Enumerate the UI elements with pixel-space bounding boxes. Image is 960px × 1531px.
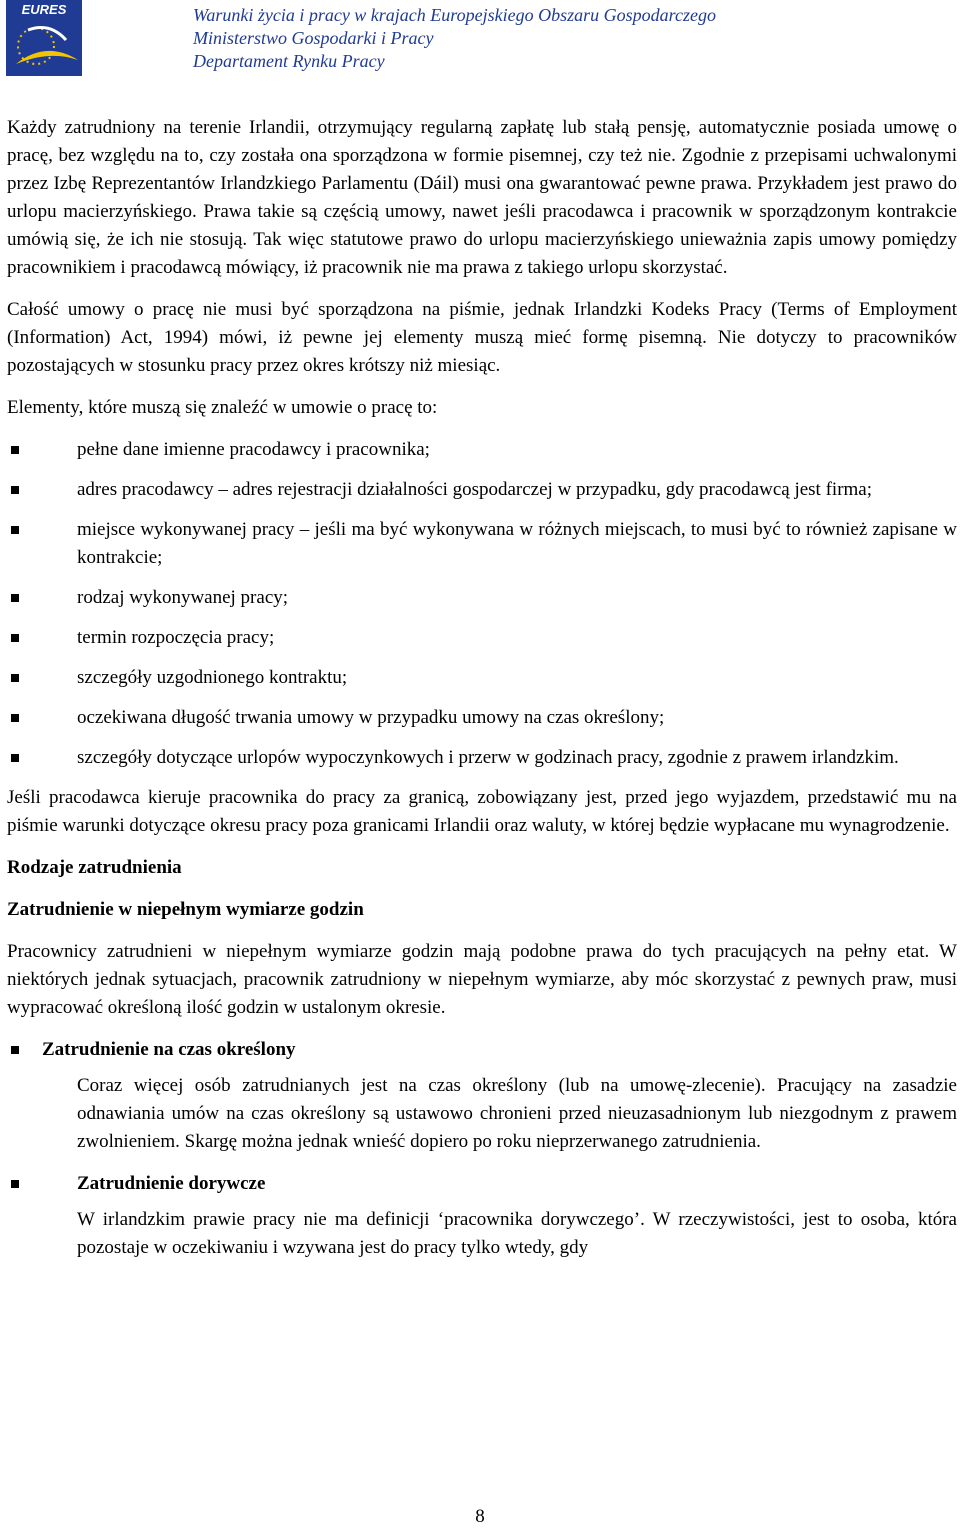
- bullet-square-icon: [11, 634, 19, 642]
- subheading-czas-okreslony: Zatrudnienie na czas określony: [7, 1036, 957, 1064]
- bullet-square-icon: [11, 754, 19, 762]
- bullet-square-icon: [11, 526, 19, 534]
- list-item: szczegóły dotyczące urlopów wypoczynkowych i przerw w godzinach pracy, zgodnie z prawem irlandzkim.: [7, 744, 957, 772]
- header-text: [193, 4, 716, 73]
- bullet-square-icon: [11, 674, 19, 682]
- page-number: 8: [475, 1506, 485, 1527]
- paragraph-7: W irlandzkim prawie pracy nie ma definicji ‘pracownika dorywczego’. W rzeczywistości, jest to osoba, która pozostaje w oczekiwaniu i wzywana jest do pracy tylko wtedy, gdy: [77, 1209, 957, 1258]
- paragraph-3: Elementy, które muszą się znaleźć w umowie o pracę to:: [7, 397, 438, 418]
- list-item: adres pracodawcy – adres rejestracji działalności gospodarczej w przypadku, gdy pracodawcą jest firma;: [7, 476, 957, 504]
- list-item: szczegóły uzgodnionego kontraktu;: [7, 664, 957, 692]
- bullet-square-icon: [11, 486, 19, 494]
- list-item: oczekiwana długość trwania umowy w przypadku umowy na czas określony;: [7, 704, 957, 732]
- bullet-square-icon: [11, 594, 19, 602]
- list-item: termin rozpoczęcia pracy;: [7, 624, 957, 652]
- paragraph-4: Jeśli pracodawca kieruje pracownika do pracy za granicą, zobowiązany jest, przed jego wyjazdem, przedstawić mu na piśmie warunki dotyczące okresu pracy poza granicami Irlandii oraz waluty, w której będzie wypłacane mu wynagrodzenie.: [7, 787, 957, 836]
- header-line-1: Warunki życia i pracy w krajach Europejskiego Obszaru Gospodarczego: [193, 5, 716, 25]
- paragraph-2: Całość umowy o pracę nie musi być sporządzona na piśmie, jednak Irlandzki Kodeks Pracy (Terms of Employment (Information) Act, 1994) mówi, iż pewne jej elementy muszą mieć formę pisemną. Nie dotyczy to pracowników pozostających w stosunku pracy przez okres krótszy niż miesiąc.: [7, 299, 957, 376]
- header-line-2: Ministerstwo Gospodarki i Pracy: [193, 28, 434, 48]
- document-body: [7, 114, 957, 1276]
- list-item: rodzaj wykonywanej pracy;: [7, 584, 957, 612]
- paragraph-5: Pracownicy zatrudnieni w niepełnym wymiarze godzin mają podobne prawa do tych pracujących na pełny etat. W niektórych jednak sytuacjach, pracownik zatrudniony w niepełnym wymiarze, aby móc skorzystać z pewnych praw, musi wypracować określoną ilość godzin w ustalonym okresie.: [7, 941, 957, 1018]
- page-header: [0, 0, 960, 80]
- bullet-square-icon: [11, 1180, 19, 1188]
- subheading-dorywcze: Zatrudnienie dorywcze: [7, 1170, 957, 1198]
- heading-niepelny-wymiar: Zatrudnienie w niepełnym wymiarze godzin: [7, 899, 364, 920]
- svg-text:EURES: EURES: [21, 2, 67, 17]
- list-item: pełne dane imienne pracodawcy i pracownika;: [7, 436, 957, 464]
- bullet-square-icon: [11, 1046, 19, 1054]
- bullet-square-icon: [11, 714, 19, 722]
- contract-elements-list: [7, 436, 957, 772]
- paragraph-1: Każdy zatrudniony na terenie Irlandii, otrzymujący regularną zapłatę lub stałą pensję, automatycznie posiada umowę o pracę, bez względu na to, czy została ona sporządzona w formie pisemnej, czy też nie. Zgodnie z przepisami uchwalonymi przez Izbę Reprezentantów Irlandzkiego Parlamentu (Dáil) musi ona gwarantować pewne prawa. Przykładem jest prawo do urlopu macierzyńskiego. Prawa takie są częścią umowy, nawet jeśli pracodawca i pracownik w sporządzonym kontrakcie umówią się, że ich nie stosują. Tak więc statutowe prawo do urlopu macierzyńskiego unieważnia zapis umowy pomiędzy pracownikiem i pracodawcą mówiący, iż pracownik nie ma prawa z takiego urlopu skorzystać.: [7, 117, 957, 278]
- bullet-square-icon: [11, 446, 19, 454]
- eures-logo: [6, 0, 82, 76]
- list-item: miejsce wykonywanej pracy – jeśli ma być wykonywana w różnych miejscach, to musi być to również zapisane w kontrakcie;: [7, 516, 957, 572]
- paragraph-6: Coraz więcej osób zatrudnianych jest na czas określony (lub na umowę-zlecenie). Pracujący na zasadzie odnawiania umów na czas określony są ustawowo chronieni przed nieuzasadnionym lub niezgodnym z prawem zwolnieniem. Skargę można jednak wnieść dopiero po roku nieprzerwanego zatrudnienia.: [77, 1075, 957, 1152]
- heading-rodzaje-zatrudnienia: Rodzaje zatrudnienia: [7, 857, 182, 878]
- header-line-3: Departament Rynku Pracy: [193, 51, 385, 71]
